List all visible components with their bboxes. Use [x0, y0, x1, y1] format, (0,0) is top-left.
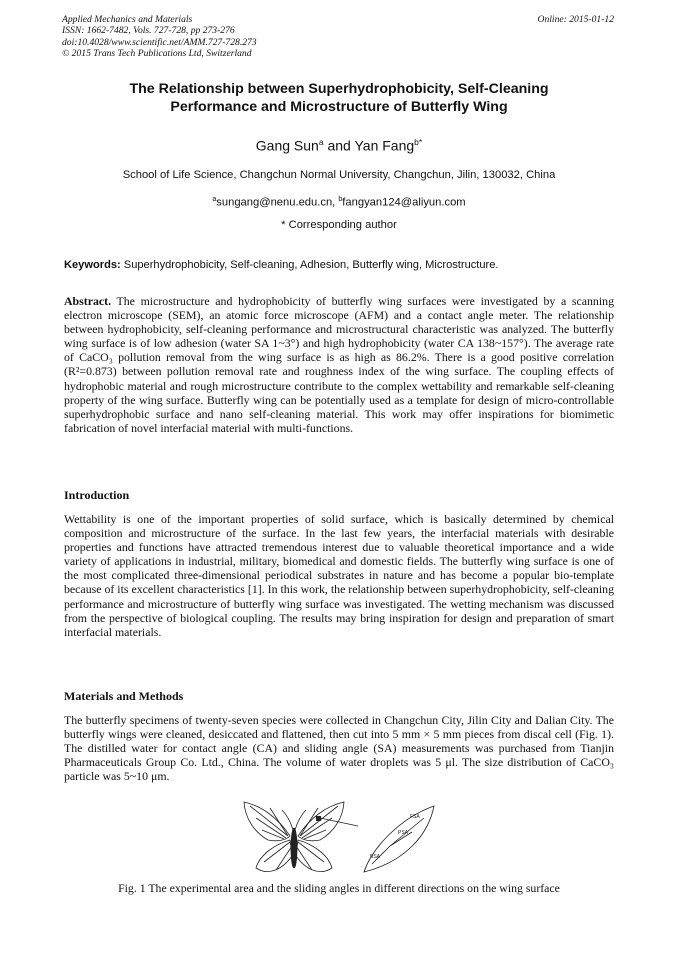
journal-name: Applied Mechanics and Materials — [62, 14, 193, 25]
introduction-heading: Introduction — [64, 488, 130, 502]
affiliation: School of Life Science, Changchun Normal University, Changchun, Jilin, 130032, China — [122, 169, 556, 181]
label-fsa: FSA — [410, 814, 420, 820]
butterfly-body — [291, 828, 297, 868]
author-list — [60, 133, 618, 155]
abstract-text: The microstructure and hydrophobicity of butterfly wing surfaces were investigated by a scanning electron microscope (SEM), an atomic force microscope (AFM) and a contact angle meter. The relationship between hydrophobicity, self-cleaning performance and microstructural characteristic was analyzed. The butterfly wing surface is of low adhesion (water SA 1~3°) and high hydrophobicity (water CA 138~157°). The average rate of CaCO₃ pollution removal from the wing surface is as high as 86.2%. There is a good positive correlation (R²=0.873) between pollution removal rate and roughness index of the wing surface. The coupling effects of hydrophobic material and rough microstructure contribute to the complex wettability and remarkable self-cleaning property of the wing surface. Butterfly wing can be potentially used as a template for design of micro-controllable superhydrophobic surface and nano self-cleaning material. This work may offer inspirations for biomimetic fabrication of novel interfacial material with multi-functions. — [64, 294, 614, 435]
methods-text: The butterfly specimens of twenty-seven species were collected in Changchun City, Jilin City and Dalian City. The butterfly wings were cleaned, desiccated and flattened, then cut into 5 mm × 5 mm pieces from discal cell (Fig. 1). The distilled water for contact angle (CA) and sliding angle (SA) measurements was purchased from Tianjin Pharmaceuticals Group Co. Ltd., China. The volume of water droplets was 5 μl. The size distribution of CaCO₃ particle was 5~10 μm. — [64, 713, 614, 784]
author-2: Yan Fang — [354, 137, 415, 154]
author-1: Gang Sun — [255, 137, 319, 154]
title-line-2: Performance and Microstructure of Butterfly Wing — [170, 99, 508, 115]
paper-title — [60, 80, 618, 116]
journal-header — [62, 14, 257, 60]
abstract-label: Abstract. — [64, 294, 112, 308]
discal-cell-area — [316, 816, 321, 821]
keywords — [64, 258, 616, 272]
email-separator: , — [332, 196, 339, 209]
figure-1-illustration — [240, 796, 440, 880]
email-a-mark: a — [212, 196, 217, 203]
keywords-text: Superhydrophobicity, Self-cleaning, Adhesion, Butterfly wing, Microstructure. — [120, 259, 499, 271]
journal-copyright: © 2015 Trans Tech Publications Ltd, Switzerland — [62, 48, 252, 60]
title-line-1: The Relationship between Superhydrophobicity, Self-Cleaning — [129, 81, 549, 97]
left-forewing — [244, 802, 290, 841]
butterfly-drawing — [244, 802, 358, 872]
label-bsa: BSA — [370, 854, 381, 860]
abstract — [64, 294, 614, 435]
online-date: Online: 2015-01-12 — [537, 14, 614, 25]
keywords-label: Keywords: — [64, 259, 121, 271]
methods-heading: Materials and Methods — [64, 689, 184, 703]
journal-issn: ISSN: 1662-7482, Vols. 727-728, pp 273-276 — [62, 25, 235, 37]
journal-doi: doi:10.4028/www.scientific.net/AMM.727-728.273 — [62, 36, 257, 48]
sliding-angle-diagram — [364, 806, 434, 872]
email-a[interactable]: sungang@nenu.edu.cn — [216, 196, 333, 209]
corresponding-author-note: * Corresponding author — [281, 219, 397, 231]
label-psa: PSA — [398, 830, 409, 836]
author-connector: and — [323, 137, 355, 154]
email-b[interactable]: fangyan124@aliyun.com — [342, 196, 466, 209]
email-b-mark: b — [338, 196, 343, 203]
butterfly-antennae — [282, 810, 306, 830]
figure-1-caption: Fig. 1 The experimental area and the sliding angles in different directions on the wing surface — [118, 881, 560, 895]
author-emails — [60, 193, 618, 210]
introduction-text: Wettability is one of the important properties of solid surface, which is basically determined by chemical composition and microstructure of the surface. In the last few years, the interfacial materials with desirable properties and functions have attracted tremendous interest due to valuable theoretical importance and a wide variety of applications in industrial, military, biomedical and domestic fields. The butterfly wing surface is one of the most complicated three-dimensional periodical substrates in nature and has become a popular bio-template because of its excellent characteristics [1]. In this work, the relationship between superhydrophobicity, self-cleaning performance and microstructure of butterfly wing surface was investigated. The wetting mechanism was discussed from the perspective of biological coupling. The results may bring inspiration for design and preparation of smart interfacial materials. — [64, 512, 614, 639]
author-2-affil-mark: b* — [414, 137, 423, 147]
author-1-affil-mark: a — [318, 137, 324, 147]
